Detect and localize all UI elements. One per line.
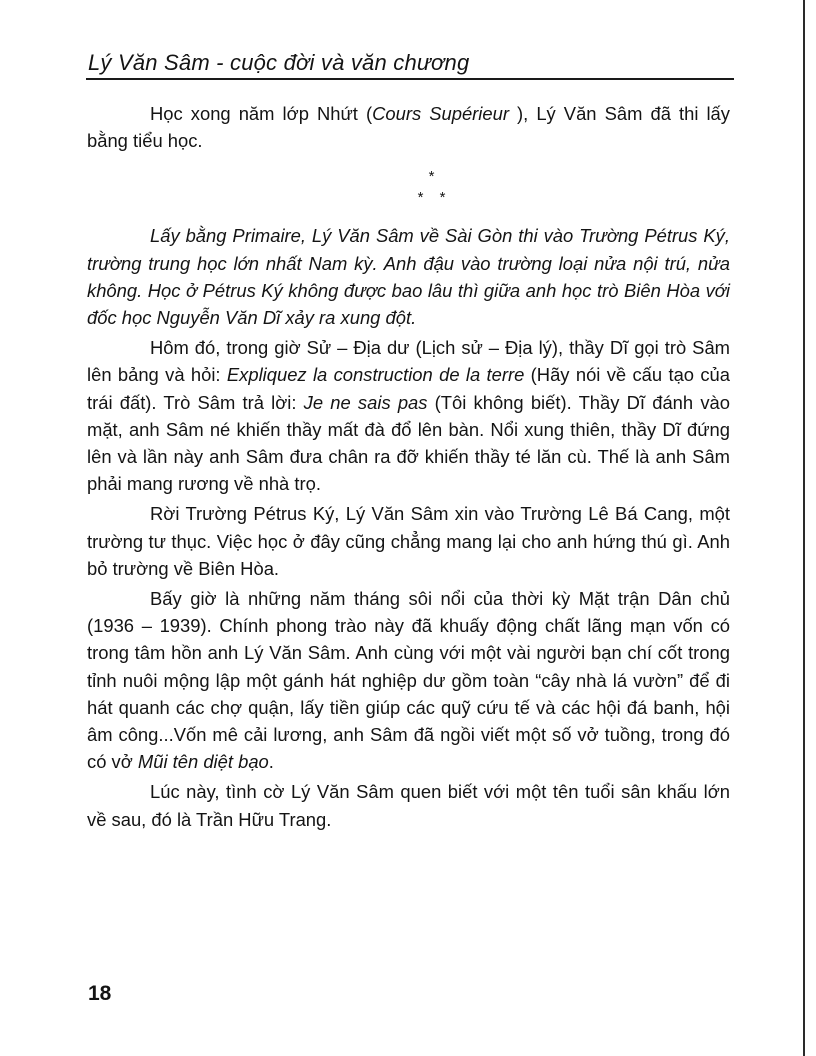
italic-phrase: Mũi tên diệt bạo [137,751,269,773]
italic-phrase: Cours Supérieur [372,103,509,124]
paragraph [87,585,730,775]
section-ornament [87,166,730,208]
paragraph-text: . [268,751,274,773]
paragraph [87,100,730,154]
paragraph-text: ), Lý Văn Sâm đã thi lấy bằng tiểu học. [87,103,730,152]
paragraph: Rời Trường Pétrus Ký, Lý Văn Sâm xin vào Trường Lê Bá Cang, một trường tư thục. Việc học ở đây cũng chẳng mang lại cho anh hứng thú gì. Anh bỏ trường về Biên Hòa. [87,503,730,579]
ornament-asterisk: * [428,168,441,186]
running-header: Lý Văn Sâm - cuộc đời và văn chương [88,50,470,75]
paragraph [87,334,730,497]
paragraph-text: (Hãy nói về cấu tạo của trái đất). Trò Sâm trả lời: [87,364,731,413]
paragraph-text: Hôm đó, trong giờ Sử – Địa dư (Lịch sử – Địa lý), thầy Dĩ gọi trò Sâm lên bảng và hỏi: [87,337,730,386]
paragraph: Lấy bằng Primaire, Lý Văn Sâm về Sài Gòn thi vào Trường Pétrus Ký, trường trung học lớn nhất Nam kỳ. Anh đậu vào trường loại nửa nội trú, nửa không. Học ở Pétrus Ký không được bao lâu thì giữa anh học trò Biên Hòa với đốc học Nguyễn Văn Dĩ xảy ra xung đột. [87,225,730,329]
ornament-asterisks: * * [417,189,452,207]
paragraph-text: (Tôi không biết). Thầy Dĩ đánh vào mặt, anh Sâm né khiến thầy mất đà đổ lên bàn. Nổi xung thiên, thầy Dĩ đứng lên và lần này anh Sâm đưa chân ra đỡ khiến thầy té lăn cù. Thế là anh Sâm phải mang rương về nhà trọ. [87,391,730,495]
paragraph-text: Bấy giờ là những năm tháng sôi nổi của thời kỳ Mặt trận Dân chủ (1936 – 1939). Chính phong trào này đã khuấy động chất lãng mạn vốn có trong tâm hồn anh Lý Văn Sâm. Anh cùng với một vài người bạn chí cốt trong tỉnh nuôi mộng lập một gánh hát nghiệp dư gồm toàn “cây nhà lá vườn” để đi hát quanh các chợ quận, lấy tiền giúp các quỹ cứu tế và các hội đá banh, hội âm công...Vốn mê cải lương, anh Sâm đã ngồi viết một số vở tuồng, trong đó có vở [87,588,730,773]
body-text [87,100,730,836]
header-rule [86,78,734,80]
paragraph: Lúc này, tình cờ Lý Văn Sâm quen biết với một tên tuổi sân khấu lớn về sau, đó là Trần Hữu Trang. [87,781,730,830]
page-number: 18 [88,982,112,1005]
italic-phrase: Je ne sais pas [303,391,428,413]
page-edge-line [803,0,805,1056]
italic-phrase: Expliquez la construction de la terre [226,364,525,386]
paragraph-text: Học xong năm lớp Nhứt ( [150,103,373,124]
